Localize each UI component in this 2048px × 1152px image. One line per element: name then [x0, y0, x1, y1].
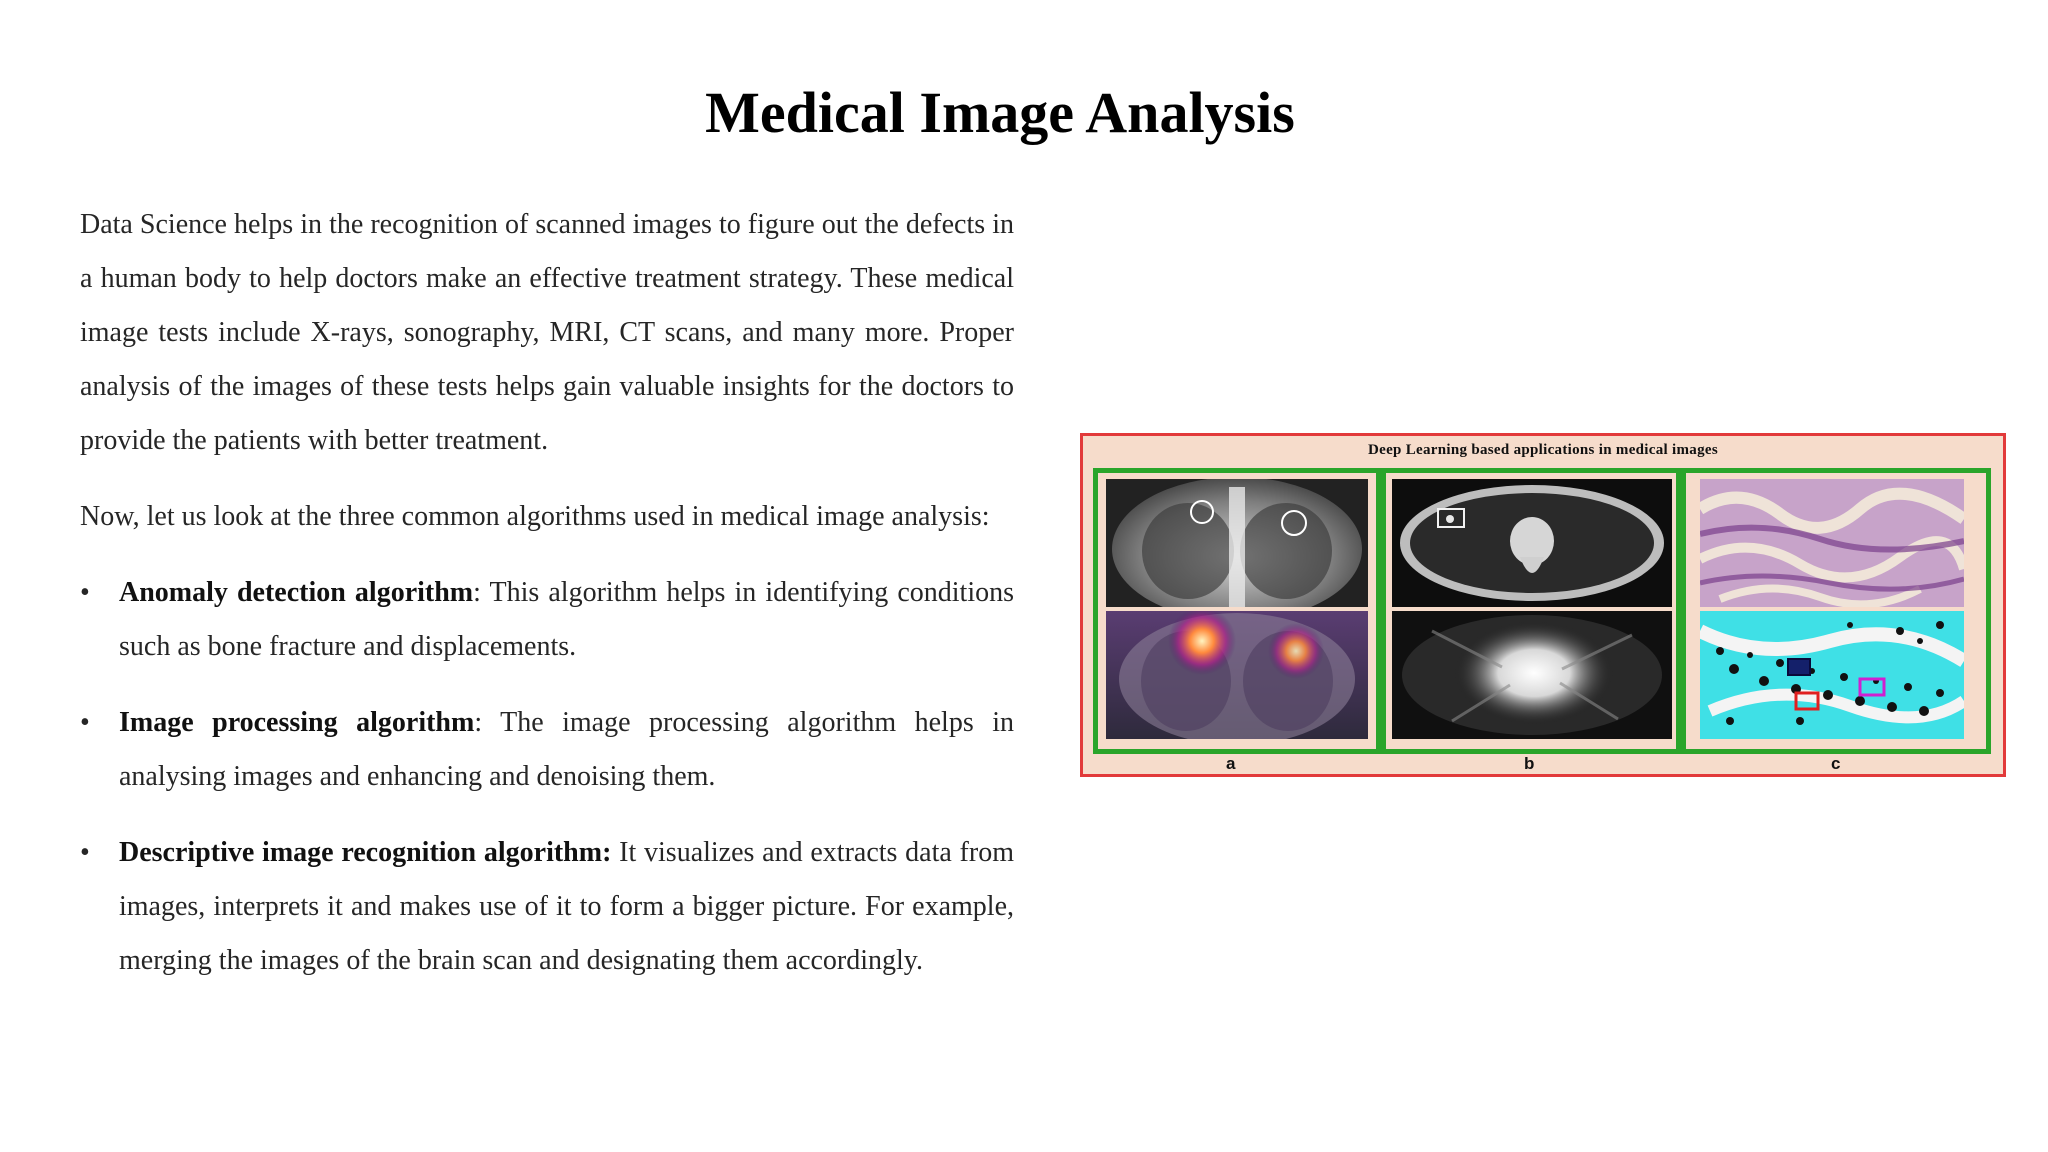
panel-label-b: b	[1524, 754, 1535, 773]
intro-paragraph: Data Science helps in the recognition of scanned images to figure out the defects in a human body to help doctors make an effective treatment strategy. These medical image tests include X-rays, sonography, MRI, CT scans, and many more. Proper analysis of the images of these tests helps gain valuable insights for the doctors to provide the patients with better treatment.	[80, 209, 1014, 456]
segmented-cells-image	[1700, 611, 1964, 739]
panel-label-a: a	[1226, 754, 1236, 773]
nodule-closeup-image	[1392, 611, 1672, 739]
bullet-sep: :	[473, 577, 481, 608]
pet-ct-image	[1106, 611, 1368, 739]
medical-image-figure	[1080, 433, 2006, 777]
bullet-text: This algorithm helps in identifying conditions such as bone fracture and displacements.	[119, 577, 1014, 662]
chest-xray-image	[1106, 479, 1368, 607]
bullet-term: Anomaly detection algorithm	[119, 577, 474, 608]
bullet-term: Descriptive image recognition algorithm:	[119, 837, 612, 868]
slide-title: Medical Image Analysis	[705, 80, 1295, 145]
panel-b	[1381, 468, 1681, 754]
histology-image	[1700, 479, 1964, 607]
bullet-icon: •	[80, 707, 90, 738]
list-item	[80, 566, 1014, 674]
text-column	[80, 198, 1014, 1010]
lead-paragraph: Now, let us look at the three common algorithms used in medical image analysis:	[80, 501, 990, 532]
lung-ct-image	[1392, 479, 1672, 607]
bullet-term: Image processing algorithm	[119, 707, 475, 738]
bullet-icon: •	[80, 837, 90, 868]
panel-label-c: c	[1831, 754, 1841, 773]
bullet-text: The image processing algorithm helps in analysing images and enhancing and denoising them.	[119, 707, 1014, 792]
list-item	[80, 696, 1014, 804]
bullet-text: It visualizes and extracts data from images, interprets it and makes use of it to form a bigger picture. For example, merging the images of the brain scan and designating them accordingly.	[119, 837, 1014, 976]
panel-c	[1681, 468, 1991, 754]
panel-a	[1093, 468, 1381, 754]
bullet-icon: •	[80, 577, 90, 608]
algorithm-list	[80, 566, 1014, 988]
figure-title: Deep Learning based applications in medical images	[1367, 442, 1719, 458]
bullet-sep: :	[474, 707, 483, 738]
list-item	[80, 826, 1014, 988]
